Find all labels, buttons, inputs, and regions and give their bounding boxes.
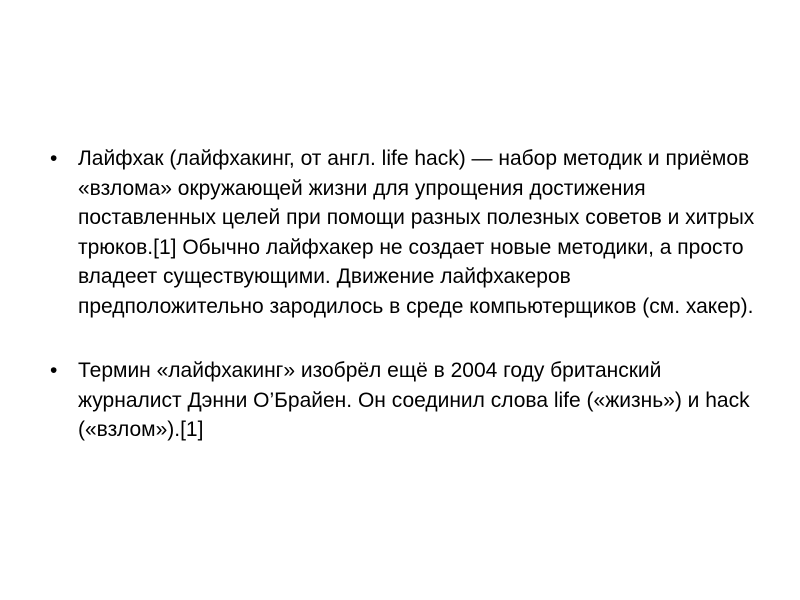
bullet-list	[48, 144, 758, 480]
paragraph-text: Термин «лайфхакинг» изобрёл ещё в 2004 году британский журналист Дэнни О’Брайен. Он соединил слова life («жизнь») и hack («взлом»).[1]	[78, 359, 750, 441]
bullet-item-term-origin	[48, 356, 758, 445]
bullet-icon: •	[50, 359, 58, 382]
bullet-icon: •	[50, 147, 58, 170]
paragraph-text: Лайфхак (лайфхакинг, от англ. life hack) — набор методик и приёмов «взлома» окружающей жизни для упрощения достижения поставленных целей при помощи разных полезных советов и хитрых трюков.[1] Обычно лайфхакер не создает новые методики, а просто владеет существующими. Движение лайфхакеров предположительно зародилось в среде компьютерщиков (см. хакер).	[78, 147, 755, 318]
bullet-item-lifehack-definition	[48, 144, 758, 321]
